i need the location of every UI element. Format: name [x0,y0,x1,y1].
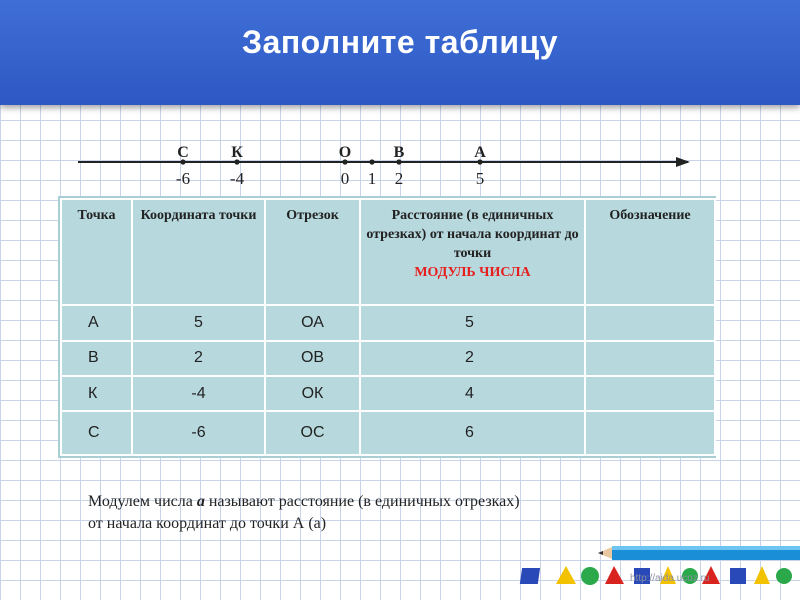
page-title: Заполните таблицу [241,24,558,60]
definition-variable: а [196,493,205,510]
header-segment: Отрезок [265,199,360,305]
cell-point: К [61,376,132,411]
cell-distance: 4 [360,376,585,411]
header-coordinate: Координата точки [132,199,265,305]
cell-distance: 5 [360,305,585,340]
decorative-footer [0,540,800,600]
header-distance [360,199,585,305]
cell-notation[interactable] [585,411,715,455]
cell-point: В [61,341,132,376]
cell-coordinate: 5 [132,305,265,340]
header-distance-emphasis: МОДУЛЬ ЧИСЛА [414,265,531,280]
cell-segment: ОВ [265,341,360,376]
header-point: Точка [61,199,132,305]
number-line-point-label: С [177,144,189,161]
number-line-point [369,159,374,164]
table-row [61,411,715,455]
definition-text [88,491,648,535]
cell-distance: 2 [360,341,585,376]
table-row [61,341,715,376]
table-header-row [61,199,715,305]
watermark: http://aida.ucoz.ru [630,573,710,584]
number-line-coordinate: -4 [229,169,245,188]
cell-segment: ОС [265,411,360,455]
number-line-coordinate: 5 [475,169,485,188]
cell-notation[interactable] [585,376,715,411]
number-line-coordinate: 2 [394,169,404,188]
table-row [61,305,715,340]
cell-point: С [61,411,132,455]
header-banner [0,0,800,105]
header-distance-text: Расстояние (в единичных отрезках) от начала координат до точки [366,208,579,261]
definition-line2: от начала координат до точки А (а) [88,515,327,532]
definition-part: называют расстояние (в единичных отрезках) [204,493,520,510]
number-line-coordinate: 1 [367,169,377,188]
cell-distance: 6 [360,411,585,455]
data-table-panel [58,196,716,458]
header-notation: Обозначение [585,199,715,305]
number-line-arrow [676,157,690,167]
cell-segment: ОК [265,376,360,411]
number-line-point-label: А [474,144,486,161]
cell-coordinate: -4 [132,376,265,411]
cell-notation[interactable] [585,305,715,340]
cell-point: А [61,305,132,340]
number-line-point-label: О [338,144,352,161]
number-line-point-label: К [231,144,243,161]
cell-notation[interactable] [585,341,715,376]
cell-coordinate: 2 [132,341,265,376]
data-table [60,198,716,456]
number-line-coordinate: 0 [340,169,350,188]
number-line-point-label: В [393,144,405,161]
number-line-coordinate: -6 [175,169,191,188]
number-line [0,135,800,195]
cell-segment: ОА [265,305,360,340]
definition-part: Модулем числа [88,493,197,510]
table-row [61,376,715,411]
pencil-icon [598,546,800,560]
cell-coordinate: -6 [132,411,265,455]
